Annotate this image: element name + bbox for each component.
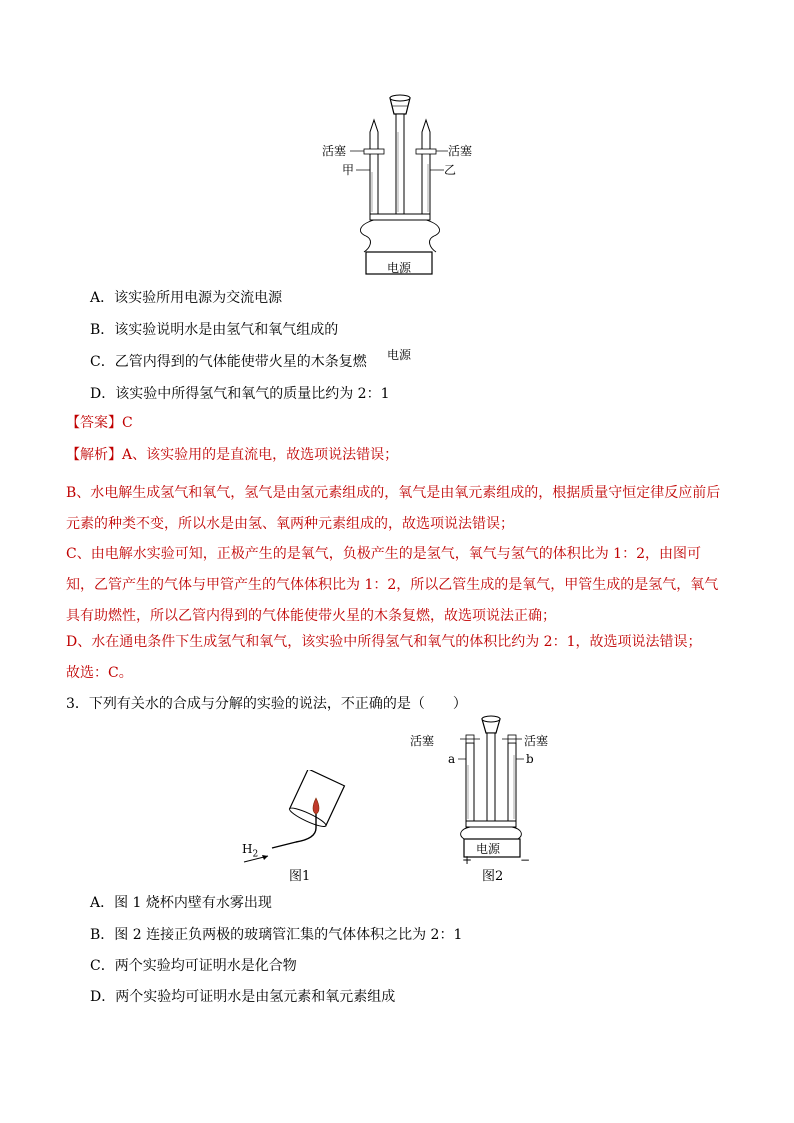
fig2-right-stopcock-label: 活塞	[524, 734, 549, 748]
fig2-left-stopcock-label: 活塞	[410, 734, 435, 748]
hydrogen-combustion-figure	[238, 770, 358, 880]
answer-value: C	[122, 415, 133, 431]
answer-tag: 【答案】	[66, 415, 122, 431]
right-stopcock-label: 活塞	[448, 144, 473, 158]
hydrogen-label	[242, 842, 258, 861]
q2-analysis-c: C、由电解水实验可知，正极产生的是氧气，负极产生的是氢气，氧气与氢气的体积比为 1：2，由图可知，乙管产生的气体与甲管产生的气体体积比为 1：2，所以乙管生成的是氧气，甲管生成的是氢气，氧气具有助燃性，所以乙管内得到的气体能使带火星的木条复燃，故选项说法正确；	[66, 546, 719, 624]
q2-option-a: A．该实验所用电源为交流电源	[90, 290, 283, 306]
left-stopcock-label: 活塞	[322, 144, 347, 158]
analysis-a-text: A、该实验用的是直流电，故选项说法错误；	[122, 447, 399, 463]
fig2-minus-label: −	[520, 853, 531, 867]
hydrogen-subscript: 2	[252, 849, 259, 860]
electrolysis-apparatus-drawing	[330, 92, 473, 282]
q2-analysis-d: D、水在通电条件下生成氢气和氧气，该实验中所得氢气和氧气的体积比约为 2：1，故选项说法错误；	[66, 634, 702, 650]
electrolysis-figure-2	[410, 715, 560, 867]
q3-option-d: D．两个实验均可证明水是由氢元素和氧元素组成	[90, 989, 396, 1005]
q3-stem: 3．下列有关水的合成与分解的实验的说法，不正确的是（ ）	[66, 696, 467, 712]
fig-2-caption: 图2	[482, 869, 504, 884]
fig2-power-label: 电源	[476, 842, 501, 856]
q3-option-b: B．图 2 连接正负两极的玻璃管汇集的气体体积之比为 2：1	[90, 927, 463, 943]
fig2-tube-b-label: b	[526, 752, 534, 766]
q2-conclusion: 故选：C。	[66, 665, 133, 681]
q3-option-a: A．图 1 烧杯内壁有水雾出现	[90, 895, 272, 911]
fig2-tube-a-label: a	[448, 752, 456, 766]
q3-option-c: C．两个实验均可证明水是化合物	[90, 958, 297, 974]
q2-answer	[66, 414, 706, 432]
fig-1-caption: 图1	[289, 869, 311, 884]
q2-analysis-a	[66, 446, 706, 464]
tube-jia-label: 甲	[342, 163, 355, 177]
q2-analysis-b: B、水电解生成氢气和氧气，氢气是由氢元素组成的，氧气是由氧元素组成的，根据质量守恒定律反应前后元素的种类不变，所以水是由氢、氧两种元素组成的，故选项说法错误；	[66, 485, 721, 532]
power-source-label: 电源	[387, 261, 412, 275]
fig2-plus-label: +	[462, 853, 473, 867]
q2-option-b: B．该实验说明水是由氢气和氧气组成的	[90, 322, 339, 338]
analysis-tag: 【解析】	[66, 447, 122, 463]
electrolysis-figure-1	[322, 92, 473, 362]
tube-yi-label: 乙	[444, 163, 457, 177]
hydrogen-symbol: H	[242, 842, 253, 856]
q2-option-c: C．乙管内得到的气体能使带火星的木条复燃	[90, 354, 367, 370]
q2-option-d: D．该实验中所得氢气和氧气的质量比约为 2：1	[90, 386, 390, 402]
power-label: 电源	[387, 348, 412, 362]
beaker-flame-drawing	[238, 770, 358, 880]
